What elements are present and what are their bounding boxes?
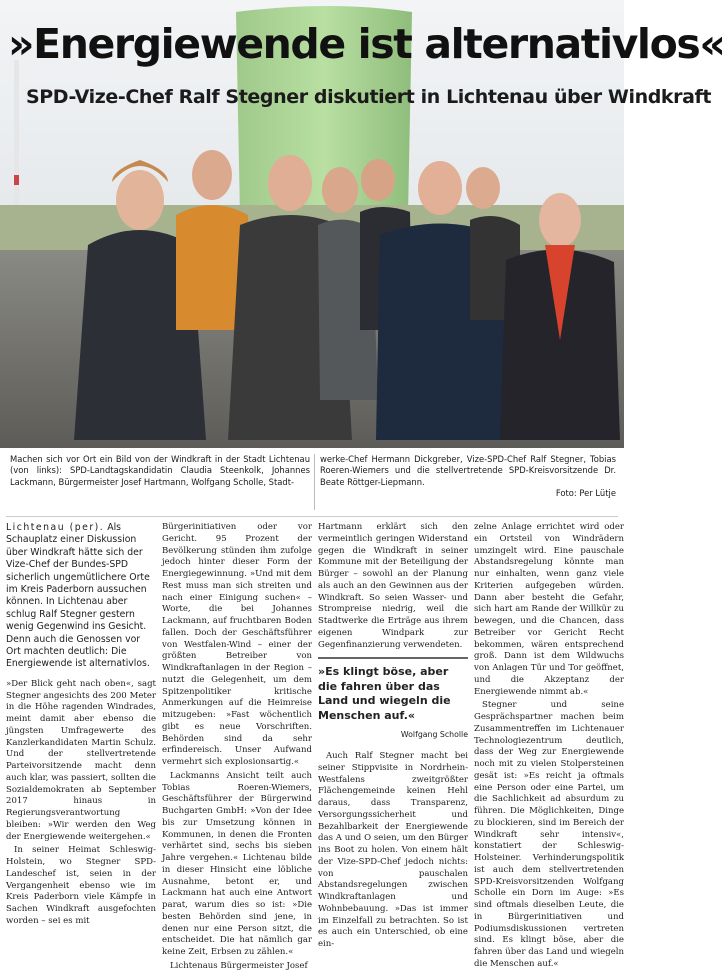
paragraph: Lackmanns Ansicht teilt auch Tobias Roeren-Wiemers, Geschäftsführer der Bürgerwind Buchgarten GmbH: »Von der Idee bis zur Umsetzung können in Kommunen, in denen die Fronten verhärtet sind, sechs bis sieben Jahre vergehen.« Lichtenau bilde in dieser Hinsicht eine löbliche Ausnahme, betont er, und Lackmann hat auch eine Antwort parat, warum dies so ist: »Die besten Behörden sind jene, in denen nur eine Person sitzt, die entscheidet. Die hat nämlich gar keine Zeit, Erbsen zu zählen.«: [162, 770, 312, 957]
caption-separator: [6, 516, 618, 517]
paragraph: Hartmann erklärt sich den vermeintlich geringen Widerstand gegen die Windkraft in seiner Kommune mit der Beteiligung der Bürger – sowohl an der Planung als auch an den Gewinnen aus der Windkraft. So seien Wasser- und Strompreise niedrig, weil die Stadtwerke die Erträge aus ihrem eigenen Windpark zur Gegenfinanzierung verwendeten.: [318, 522, 468, 650]
photo-caption-right: [320, 454, 616, 500]
pull-quote: [318, 657, 468, 741]
dateline: Lichtenau (per).: [6, 522, 105, 533]
caption-divider: [314, 454, 315, 510]
paragraph: Bürgerinitiativen oder vor Gericht. 95 Prozent der Bevölkerung stünden ihm zufolge jedoch hinter dieser Form der Energiegewinnung. »Und mit dem Rest muss man sich streiten und nach einer Einigung suchen« – Worte, die bei Johannes Lackmann, auf fruchtbaren Boden fallen. Doch der Geschäftsführer von Westfalen-Wind – einer der größten Betreiber von Windkraftanlagen in der Region – nutzt die Gelegenheit, um dem Spitzenpolitiker kritische Anmerkungen auf die Heimreise mitzugeben: »Fast wöchentlich gibt es neue Vorschriften. Behörden sind da sehr erfindereisch. Unser Aufwand vermehrt sich explosionsartig.«: [162, 522, 312, 767]
photo-with-headline: [0, 0, 724, 448]
photo-caption-left: Machen sich vor Ort ein Bild von der Windkraft in der Stadt Lichtenau (von links): SPD-Landtagskandidatin Claudia Steenkolk, Johannes Lackmann, Bürgermeister Josef Hartmann, Wolfgang Scholle, Stadt-: [10, 454, 310, 487]
article-lead: [6, 522, 156, 671]
paragraph: Lichtenaus Bürgermeister Josef: [170, 960, 308, 971]
pull-quote-author: Wolfgang Scholle: [400, 730, 468, 740]
article-column-1: [6, 522, 156, 926]
paragraph: In seiner Heimat Schleswig-Holstein, wo Stegner SPD-Landeschef ist, seien in der Vergangenheit ebenso wie im Kreis Paderborn viele Kämpfe in Sachen Windkraft ausgefochten worden – sei es mit: [6, 845, 156, 926]
paragraph: »Der Blick geht nach oben«, sagt Stegner angesichts des 200 Meter in die Höhe ragenden Windrades, meint damit aber ebenso die jüngsten Umfragewerte des Kanzlerkandidaten Martin Schulz. Und der stellvertretende Parteivorsitzende macht denn auch klar, was passiert, sollten die Sozialdemokraten ab September 2017 hinaus in Regierungsverantwortung bleiben: »Wir werden den Weg der Energiewende weitergehen.«: [6, 678, 156, 842]
lead-text: Als Schauplatz einer Diskussion über Windkraft hätte sich der Vize-Chef der Bundes-SPD sicherlich ungemütlichere Orte im Kreis Paderborn aussuchen können. In Lichtenau aber schlug Ralf Stegner gestern wenig Gegenwind ins Gesicht. Denn auch die Genossen vor Ort machten deutlich: Die Energiewende ist alternativlos.: [6, 522, 150, 670]
paragraph: zelne Anlage errichtet wird oder ein Ortsteil von Windrädern umzingelt wird. Eine pauschale Abstandsregelung könnte man nur einhalten, wenn ganz viele Kriterien aufgegeben würden. Dann aber besteht die Gefahr, sich hart am Rande der Willkür zu bewegen, und die Chancen, dass Betreiber vor Gericht Recht bekommen, wären entsprechend groß. Dann ist dem Wildwuchs von Anlagen Tür und Tor geöffnet, und die Akzeptanz der Energiewende nimmt ab.«: [474, 522, 624, 697]
pull-quote-text: »Es klingt böse, aber die fahren über das Land und wiegeln die Menschen auf.«: [318, 665, 451, 722]
article-column-3: [318, 522, 468, 949]
paragraph: Stegner und seine Gesprächspartner machen beim Zusammentreffen im Lichtenauer Technologiezentrum deutlich, dass der Weg zur Energiewende noch mit zu vielen Stolpersteinen gesät ist: »Es reicht ja oftmals eine Person oder eine Partei, um die Sachlichkeit ad absurdum zu führen. Die Möglichkeiten, Dinge zu blockieren, sind im Bereich der Windkraft sehr intensiv«, konstatiert der Schleswig-Holsteiner. Verhinderungspolitik ist auch dem stellvertretenden SPD-Kreisvorsitzenden Wolfgang Scholle ein Dorn im Auge: »Es sind oftmals dieselben Leute, die in Bürgerinitiativen und Podiumsdiskussionen vertreten sind. Es klingt böse, aber die fahren über das Land und wiegeln die Menschen auf.«: [474, 700, 624, 969]
photo-credit: Foto: Per Lütje: [555, 488, 616, 499]
subheadline: SPD-Vize-Chef Ralf Stegner diskutiert in Lichtenau über Windkraft: [26, 86, 712, 108]
paragraph: Auch Ralf Stegner macht bei seiner Stippvisite in Nordrhein-Westfalens zweitgrößter Flächengemeinde keinen Hehl daraus, dass Transparenz, Versorgungssicherheit und Bezahlbarkeit der Energiewende das A und O seien, um den Bürger ins Boot zu holen. Von einem hält der Vize-SPD-Chef jedoch nichts: von pauschalen Abstandsregelungen zwischen Windkraftanlagen und Wohnbebauung. »Das ist immer im Einzelfall zu betrachten. So ist es auch ein Unterschied, ob eine ein-: [318, 751, 468, 949]
article-column-2: [162, 522, 312, 971]
headline: »Energiewende ist alternativlos«: [8, 20, 724, 68]
photo-caption-right-text: werke-Chef Hermann Dickgreber, Vize-SPD-Chef Ralf Stegner, Tobias Roeren-Wiemers und die stellvertretende SPD-Kreisvorsitzende Dr. Beate Röttger-Liepmann.: [320, 454, 616, 487]
article-column-4: [474, 522, 624, 969]
